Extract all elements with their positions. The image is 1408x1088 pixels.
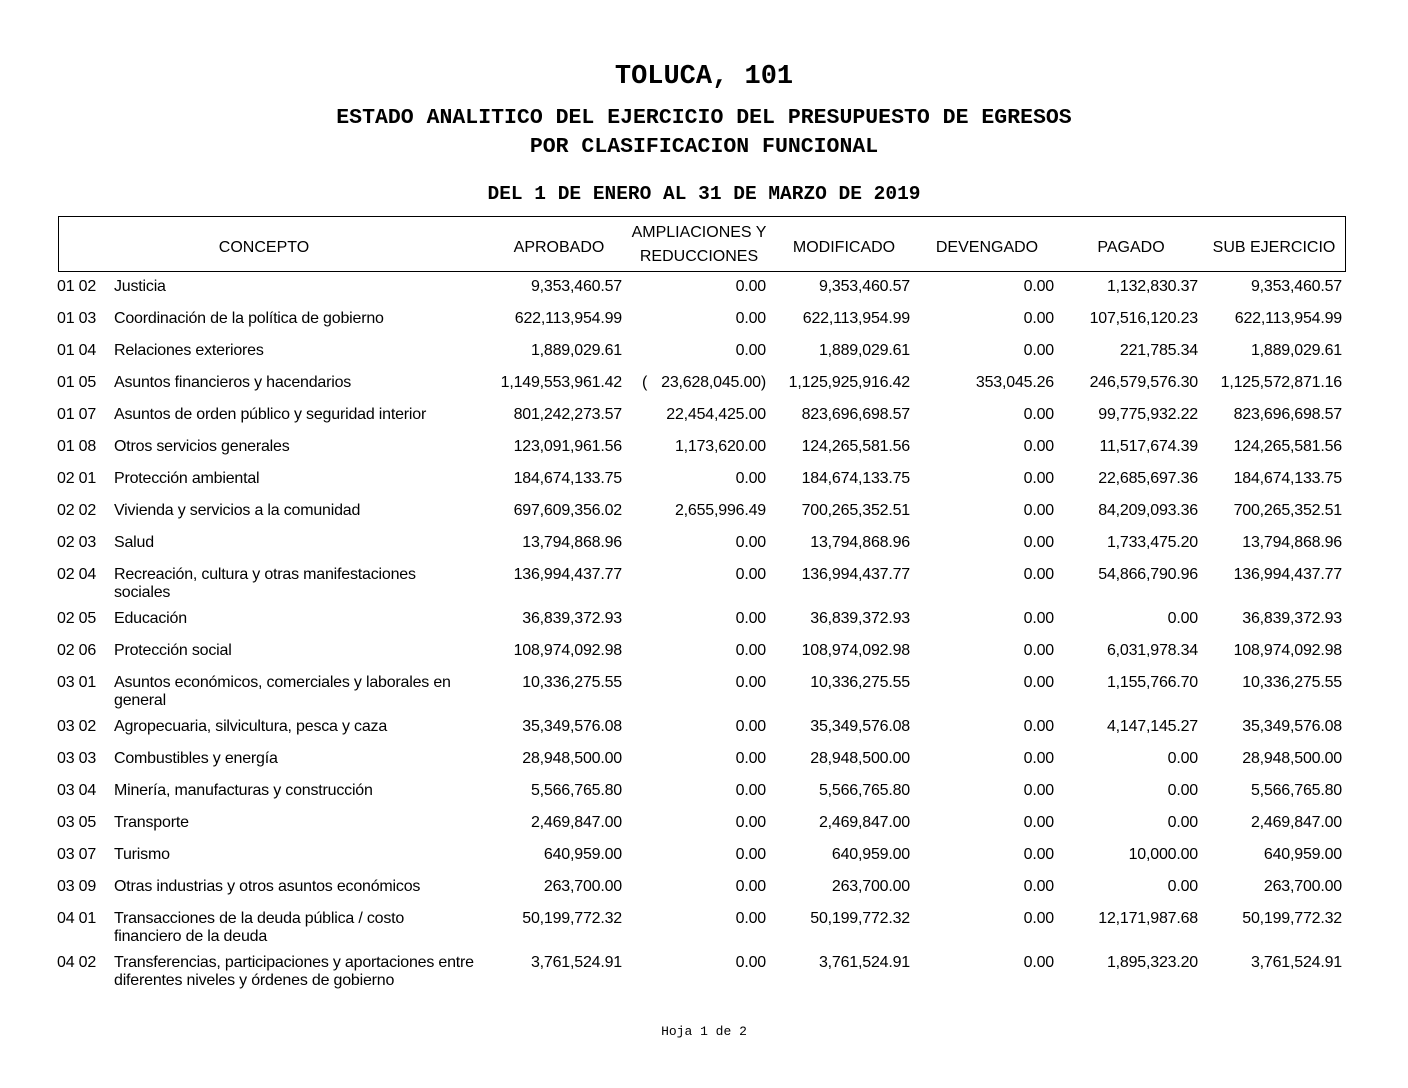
table-row xyxy=(0,502,1408,534)
row-sub-ejercicio: 9,353,460.57 xyxy=(1250,278,1342,295)
row-ampliaciones: 0.00 xyxy=(735,642,766,659)
row-sub-ejercicio: 124,265,581.56 xyxy=(1233,438,1342,455)
row-pagado: 22,685,697.36 xyxy=(1098,470,1198,487)
row-pagado: 1,895,323.20 xyxy=(1106,954,1198,971)
row-aprobado: 36,839,372.93 xyxy=(522,610,622,627)
row-ampliaciones: 0.00 xyxy=(735,750,766,767)
row-code: 03 01 xyxy=(57,674,97,691)
table-row xyxy=(0,278,1408,310)
table-row xyxy=(0,878,1408,910)
row-pagado: 1,155,766.70 xyxy=(1106,674,1198,691)
row-modificado: 700,265,352.51 xyxy=(801,502,910,519)
row-ampliaciones: 0.00 xyxy=(735,342,766,359)
row-modificado: 124,265,581.56 xyxy=(801,438,910,455)
row-devengado: 353,045.26 xyxy=(975,374,1054,391)
row-pagado: 0.00 xyxy=(1167,750,1198,767)
col-header-concepto: CONCEPTO xyxy=(218,239,310,256)
table-row xyxy=(0,438,1408,470)
row-sub-ejercicio: 622,113,954.99 xyxy=(1234,310,1342,327)
table-row xyxy=(0,910,1408,954)
row-ampliaciones: 0.00 xyxy=(735,674,766,691)
row-aprobado: 640,959.00 xyxy=(543,846,622,863)
report-title xyxy=(0,104,1408,162)
table-body xyxy=(0,278,1408,998)
row-modificado: 28,948,500.00 xyxy=(810,750,910,767)
row-concept: Turismo xyxy=(114,846,170,863)
row-aprobado: 5,566,765.80 xyxy=(530,782,622,799)
row-modificado: 184,674,133.75 xyxy=(801,470,910,487)
row-concept: Vivienda y servicios a la comunidad xyxy=(114,502,361,519)
row-ampliaciones: 23,628,045.00) xyxy=(661,374,766,391)
row-aprobado: 1,149,553,961.42 xyxy=(500,374,622,391)
col-header-ampliaciones xyxy=(619,221,779,269)
row-devengado: 0.00 xyxy=(1023,278,1054,295)
table-row xyxy=(0,846,1408,878)
row-devengado: 0.00 xyxy=(1023,470,1054,487)
row-ampliaciones: 0.00 xyxy=(735,718,766,735)
row-modificado: 36,839,372.93 xyxy=(810,610,910,627)
row-devengado: 0.00 xyxy=(1023,910,1054,927)
row-devengado: 0.00 xyxy=(1023,310,1054,327)
row-code: 02 01 xyxy=(57,470,97,487)
table-row xyxy=(0,566,1408,610)
row-pagado: 221,785.34 xyxy=(1119,342,1198,359)
row-pagado: 0.00 xyxy=(1167,782,1198,799)
row-sub-ejercicio: 10,336,275.55 xyxy=(1242,674,1342,691)
row-aprobado: 9,353,460.57 xyxy=(530,278,622,295)
row-ampliaciones-open-paren: ( xyxy=(642,374,648,391)
row-devengado: 0.00 xyxy=(1023,954,1054,971)
row-concept: Minería, manufacturas y construcción xyxy=(114,782,373,799)
row-modificado: 622,113,954.99 xyxy=(802,310,910,327)
row-concept: Combustibles y energía xyxy=(114,750,278,767)
row-modificado: 136,994,437.77 xyxy=(801,566,910,583)
col-header-ampliaciones-line1: AMPLIACIONES Y xyxy=(631,224,767,241)
row-modificado: 13,794,868.96 xyxy=(810,534,910,551)
row-modificado: 823,696,698.57 xyxy=(801,406,910,423)
row-concept: Otras industrias y otros asuntos económicos xyxy=(114,878,421,895)
row-pagado: 4,147,145.27 xyxy=(1106,718,1198,735)
row-code: 02 06 xyxy=(57,642,97,659)
row-sub-ejercicio: 108,974,092.98 xyxy=(1233,642,1342,659)
row-modificado: 9,353,460.57 xyxy=(818,278,910,295)
table-header xyxy=(58,216,1346,272)
row-devengado: 0.00 xyxy=(1023,502,1054,519)
row-sub-ejercicio: 1,125,572,871.16 xyxy=(1220,374,1342,391)
row-code: 01 04 xyxy=(57,342,97,359)
row-aprobado: 108,974,092.98 xyxy=(513,642,622,659)
row-sub-ejercicio: 13,794,868.96 xyxy=(1242,534,1342,551)
row-modificado: 50,199,772.32 xyxy=(810,910,910,927)
row-ampliaciones: 0.00 xyxy=(735,954,766,971)
row-code: 03 09 xyxy=(57,878,97,895)
row-devengado: 0.00 xyxy=(1023,610,1054,627)
row-ampliaciones: 0.00 xyxy=(735,610,766,627)
row-devengado: 0.00 xyxy=(1023,750,1054,767)
row-ampliaciones: 0.00 xyxy=(735,534,766,551)
row-devengado: 0.00 xyxy=(1023,406,1054,423)
row-ampliaciones: 1,173,620.00 xyxy=(674,438,766,455)
row-ampliaciones: 2,655,996.49 xyxy=(674,502,766,519)
row-sub-ejercicio: 1,889,029.61 xyxy=(1250,342,1342,359)
row-pagado: 0.00 xyxy=(1167,610,1198,627)
row-pagado: 6,031,978.34 xyxy=(1106,642,1198,659)
row-pagado: 84,209,093.36 xyxy=(1098,502,1198,519)
row-aprobado: 263,700.00 xyxy=(543,878,622,895)
row-pagado: 11,517,674.39 xyxy=(1099,438,1198,455)
row-ampliaciones: 22,454,425.00 xyxy=(666,406,766,423)
row-ampliaciones: 0.00 xyxy=(735,470,766,487)
row-ampliaciones: 0.00 xyxy=(735,846,766,863)
table-row xyxy=(0,954,1408,998)
table-row xyxy=(0,470,1408,502)
row-pagado: 12,171,987.68 xyxy=(1098,910,1198,927)
table-row xyxy=(0,374,1408,406)
row-devengado: 0.00 xyxy=(1023,642,1054,659)
row-sub-ejercicio: 35,349,576.08 xyxy=(1242,718,1342,735)
row-code: 02 03 xyxy=(57,534,97,551)
row-modificado: 3,761,524.91 xyxy=(818,954,910,971)
row-sub-ejercicio: 640,959.00 xyxy=(1263,846,1342,863)
row-concept: Transferencias, participaciones y aportaciones entre diferentes niveles y órdenes de gobierno xyxy=(114,954,474,989)
row-code: 03 02 xyxy=(57,718,97,735)
row-pagado: 99,775,932.22 xyxy=(1098,406,1198,423)
table-row xyxy=(0,534,1408,566)
row-concept: Coordinación de la política de gobierno xyxy=(114,310,384,327)
row-devengado: 0.00 xyxy=(1023,846,1054,863)
row-concept: Asuntos financieros y hacendarios xyxy=(114,374,352,391)
row-concept: Transporte xyxy=(114,814,189,831)
row-concept: Otros servicios generales xyxy=(114,438,290,455)
row-aprobado: 10,336,275.55 xyxy=(522,674,622,691)
table-row xyxy=(0,674,1408,718)
row-modificado: 1,125,925,916.42 xyxy=(788,374,910,391)
row-ampliaciones: 0.00 xyxy=(735,910,766,927)
row-concept: Justicia xyxy=(114,278,166,295)
row-aprobado: 13,794,868.96 xyxy=(522,534,622,551)
row-code: 03 05 xyxy=(57,814,97,831)
table-row xyxy=(0,814,1408,846)
row-sub-ejercicio: 823,696,698.57 xyxy=(1233,406,1342,423)
row-devengado: 0.00 xyxy=(1023,782,1054,799)
row-devengado: 0.00 xyxy=(1023,814,1054,831)
row-modificado: 108,974,092.98 xyxy=(801,642,910,659)
row-sub-ejercicio: 184,674,133.75 xyxy=(1233,470,1342,487)
row-aprobado: 50,199,772.32 xyxy=(522,910,622,927)
row-pagado: 10,000.00 xyxy=(1128,846,1198,863)
row-code: 02 04 xyxy=(57,566,97,583)
row-code: 04 01 xyxy=(57,910,97,927)
row-ampliaciones: 0.00 xyxy=(735,566,766,583)
row-ampliaciones: 0.00 xyxy=(735,814,766,831)
row-code: 02 05 xyxy=(57,610,97,627)
table-row xyxy=(0,782,1408,814)
row-aprobado: 697,609,356.02 xyxy=(513,502,622,519)
table-row xyxy=(0,610,1408,642)
row-aprobado: 801,242,273.57 xyxy=(513,406,622,423)
row-aprobado: 1,889,029.61 xyxy=(530,342,622,359)
row-code: 01 08 xyxy=(57,438,97,455)
row-code: 03 03 xyxy=(57,750,97,767)
row-sub-ejercicio: 5,566,765.80 xyxy=(1250,782,1342,799)
row-pagado: 0.00 xyxy=(1167,814,1198,831)
row-code: 02 02 xyxy=(57,502,97,519)
col-header-modificado: MODIFICADO xyxy=(792,239,896,256)
page-number: Hoja 1 de 2 xyxy=(661,1024,747,1039)
col-header-pagado: PAGADO xyxy=(1097,239,1165,256)
row-code: 01 07 xyxy=(57,406,97,423)
row-concept: Recreación, cultura y otras manifestaciones sociales xyxy=(114,566,416,601)
row-devengado: 0.00 xyxy=(1023,674,1054,691)
row-modificado: 2,469,847.00 xyxy=(818,814,910,831)
row-modificado: 263,700.00 xyxy=(831,878,910,895)
row-code: 04 02 xyxy=(57,954,97,971)
row-aprobado: 28,948,500.00 xyxy=(522,750,622,767)
row-code: 01 03 xyxy=(57,310,97,327)
row-pagado: 1,132,830.37 xyxy=(1106,278,1198,295)
row-ampliaciones: 0.00 xyxy=(735,878,766,895)
row-pagado: 107,516,120.23 xyxy=(1089,310,1198,327)
row-aprobado: 184,674,133.75 xyxy=(513,470,622,487)
row-devengado: 0.00 xyxy=(1023,438,1054,455)
row-devengado: 0.00 xyxy=(1023,566,1054,583)
row-sub-ejercicio: 263,700.00 xyxy=(1263,878,1342,895)
row-devengado: 0.00 xyxy=(1023,534,1054,551)
row-sub-ejercicio: 3,761,524.91 xyxy=(1250,954,1342,971)
row-concept: Salud xyxy=(114,534,154,551)
row-devengado: 0.00 xyxy=(1023,878,1054,895)
col-header-sub-ejercicio: SUB EJERCICIO xyxy=(1212,239,1336,256)
row-code: 01 02 xyxy=(57,278,97,295)
row-aprobado: 136,994,437.77 xyxy=(513,566,622,583)
table-row xyxy=(0,750,1408,782)
row-modificado: 1,889,029.61 xyxy=(818,342,910,359)
row-concept: Asuntos económicos, comerciales y laborales en general xyxy=(114,674,451,709)
row-aprobado: 123,091,961.56 xyxy=(513,438,622,455)
row-sub-ejercicio: 700,265,352.51 xyxy=(1233,502,1342,519)
row-code: 01 05 xyxy=(57,374,97,391)
row-sub-ejercicio: 2,469,847.00 xyxy=(1250,814,1342,831)
row-pagado: 1,733,475.20 xyxy=(1106,534,1198,551)
row-aprobado: 35,349,576.08 xyxy=(522,718,622,735)
row-pagado: 246,579,576.30 xyxy=(1089,374,1198,391)
col-header-devengado: DEVENGADO xyxy=(935,239,1039,256)
col-header-aprobado: APROBADO xyxy=(513,239,605,256)
row-concept: Educación xyxy=(114,610,187,627)
row-concept: Agropecuaria, silvicultura, pesca y caza xyxy=(114,718,388,735)
table-row xyxy=(0,718,1408,750)
row-sub-ejercicio: 36,839,372.93 xyxy=(1242,610,1342,627)
row-ampliaciones: 0.00 xyxy=(735,782,766,799)
report-title-line2: POR CLASIFICACION FUNCIONAL xyxy=(529,135,879,159)
table-row xyxy=(0,642,1408,674)
row-modificado: 640,959.00 xyxy=(831,846,910,863)
row-sub-ejercicio: 136,994,437.77 xyxy=(1233,566,1342,583)
row-aprobado: 2,469,847.00 xyxy=(530,814,622,831)
row-concept: Relaciones exteriores xyxy=(114,342,264,359)
col-header-ampliaciones-line2: REDUCCIONES xyxy=(639,248,759,265)
row-sub-ejercicio: 50,199,772.32 xyxy=(1242,910,1342,927)
row-modificado: 35,349,576.08 xyxy=(810,718,910,735)
row-modificado: 5,566,765.80 xyxy=(818,782,910,799)
row-ampliaciones: 0.00 xyxy=(735,278,766,295)
row-sub-ejercicio: 28,948,500.00 xyxy=(1242,750,1342,767)
row-pagado: 54,866,790.96 xyxy=(1098,566,1198,583)
row-concept: Protección social xyxy=(114,642,232,659)
table-row xyxy=(0,310,1408,342)
report-period: DEL 1 DE ENERO AL 31 DE MARZO DE 2019 xyxy=(487,183,921,205)
row-modificado: 10,336,275.55 xyxy=(810,674,910,691)
table-row xyxy=(0,342,1408,374)
row-concept: Protección ambiental xyxy=(114,470,260,487)
row-aprobado: 622,113,954.99 xyxy=(514,310,622,327)
row-concept: Asuntos de orden público y seguridad interior xyxy=(114,406,427,423)
row-aprobado: 3,761,524.91 xyxy=(530,954,622,971)
entity-title: TOLUCA, 101 xyxy=(614,62,794,92)
row-devengado: 0.00 xyxy=(1023,342,1054,359)
row-ampliaciones: 0.00 xyxy=(735,310,766,327)
row-code: 03 04 xyxy=(57,782,97,799)
row-concept: Transacciones de la deuda pública / costo financiero de la deuda xyxy=(114,910,405,945)
report-title-line1: ESTADO ANALITICO DEL EJERCICIO DEL PRESUPUESTO DE EGRESOS xyxy=(336,106,1072,130)
row-pagado: 0.00 xyxy=(1167,878,1198,895)
row-code: 03 07 xyxy=(57,846,97,863)
row-devengado: 0.00 xyxy=(1023,718,1054,735)
table-row xyxy=(0,406,1408,438)
